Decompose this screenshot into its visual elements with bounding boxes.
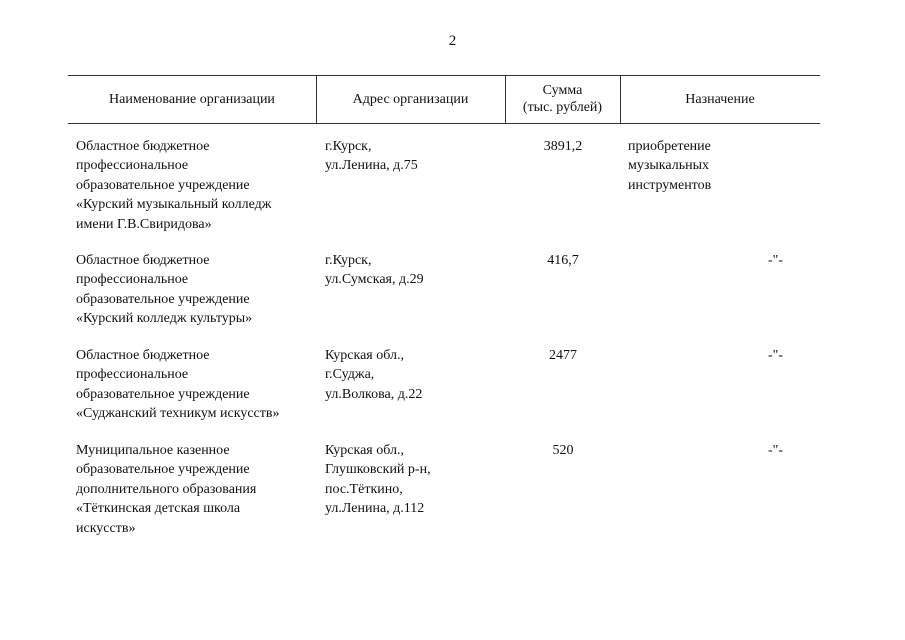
address-line: Глушковский р-н, [325, 462, 431, 478]
address-line: г.Курск, [325, 253, 372, 268]
header-sum-line1: Сумма [542, 83, 583, 98]
name-line: профессиональное [76, 272, 189, 288]
header-name: Наименование организации [109, 91, 275, 107]
address-line: ул.Сумская, д.29 [325, 272, 424, 288]
organization-address [325, 137, 485, 176]
organization-sum: 520 [552, 443, 574, 458]
name-line: дополнительного образования [76, 481, 257, 497]
purpose-line: инструментов [628, 177, 712, 193]
organization-sum: 3891,2 [543, 139, 583, 154]
page-number: 2 [448, 33, 457, 49]
header-purpose: Назначение [685, 91, 755, 107]
organization-sum: 2477 [549, 348, 577, 363]
header-sum-line2: (тыс. рублей) [522, 100, 603, 115]
organization-name [76, 346, 316, 424]
purpose-line: приобретение [628, 139, 711, 154]
name-line: образовательное учреждение [76, 462, 250, 478]
name-line: образовательное учреждение [76, 386, 250, 402]
name-line: Областное бюджетное [76, 139, 210, 154]
address-line: пос.Тёткино, [325, 481, 403, 497]
name-line: «Курский музыкальный колледж [76, 197, 272, 213]
table-header-rule [68, 123, 820, 124]
name-line: «Суджанский техникум искусств» [76, 406, 280, 422]
name-line: «Тёткинская детская школа [76, 501, 241, 517]
address-line: ул.Ленина, д.75 [325, 158, 418, 174]
address-line: Курская обл., [325, 443, 405, 458]
organization-address [325, 251, 485, 290]
name-line: Областное бюджетное [76, 253, 210, 268]
address-line: ул.Ленина, д.112 [325, 501, 425, 517]
name-line: имени Г.В.Свиридова» [76, 216, 212, 232]
ditto-mark: -"- [767, 348, 783, 363]
organization-purpose [628, 137, 813, 195]
name-line: профессиональное [76, 158, 189, 174]
organization-address [325, 346, 485, 404]
name-line: искусств» [76, 520, 136, 536]
name-line: Муниципальное казенное [76, 443, 230, 458]
organization-name [76, 251, 316, 329]
organization-name [76, 137, 316, 234]
name-line: образовательное учреждение [76, 177, 250, 193]
address-line: г.Курск, [325, 139, 372, 154]
organization-purpose [628, 251, 783, 270]
address-line: ул.Волкова, д.22 [325, 386, 423, 402]
organization-name [76, 441, 316, 538]
address-line: г.Суджа, [325, 367, 375, 383]
address-line: Курская обл., [325, 348, 405, 363]
header-address: Адрес организации [352, 91, 469, 107]
header-sum [505, 75, 620, 123]
purpose-line: музыкальных [628, 158, 709, 174]
organization-purpose [628, 441, 783, 460]
name-line: Областное бюджетное [76, 348, 210, 363]
ditto-mark: -"- [767, 253, 783, 268]
organization-sum: 416,7 [547, 253, 579, 268]
name-line: профессиональное [76, 367, 189, 383]
name-line: образовательное учреждение [76, 291, 250, 307]
organization-address [325, 441, 485, 519]
organization-purpose [628, 346, 783, 365]
ditto-mark: -"- [767, 443, 783, 458]
name-line: «Курский колледж культуры» [76, 311, 253, 327]
